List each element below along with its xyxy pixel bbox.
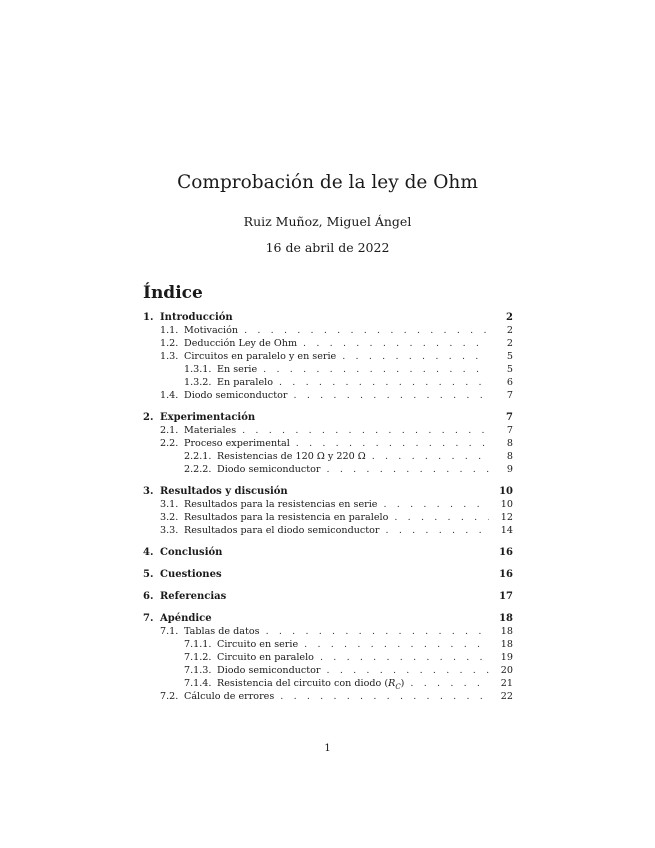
toc-entry-page: 21	[500, 678, 513, 689]
toc-entry-number: 3.3.	[160, 525, 179, 536]
toc-entry-page: 8	[506, 438, 513, 449]
toc-entry-page: 16	[499, 569, 513, 580]
toc-entry-number: 1.4.	[160, 390, 179, 401]
toc-entry[interactable]	[143, 363, 513, 376]
toc-entry-number: 1.1.	[160, 325, 179, 336]
toc-leader-dots	[296, 437, 489, 450]
toc-heading: Índice	[143, 283, 203, 303]
toc-entry-label: Introducción	[160, 312, 233, 323]
toc-entry-number: 3.	[143, 486, 154, 497]
toc-entry-number: 2.2.1.	[184, 451, 212, 462]
toc-entry[interactable]	[143, 568, 513, 581]
toc-leader-dots	[294, 389, 489, 402]
toc-entry[interactable]	[143, 664, 513, 677]
toc-entry-page: 7	[506, 390, 513, 401]
toc-entry[interactable]	[143, 485, 513, 498]
document-date: 16 de abril de 2022	[265, 240, 390, 255]
toc-leader-dots	[279, 376, 489, 389]
toc-entry[interactable]	[143, 437, 513, 450]
toc-entry-number: 7.1.4.	[184, 678, 212, 689]
toc-entry[interactable]	[143, 638, 513, 651]
toc-entry-label: Resultados y discusión	[160, 486, 288, 497]
toc-entry-number: 3.1.	[160, 499, 179, 510]
toc-entry-label: Conclusión	[160, 547, 223, 558]
toc-entry-number: 7.1.3.	[184, 665, 212, 676]
toc-entry-label: Experimentación	[160, 412, 256, 423]
toc-entry[interactable]	[143, 625, 513, 638]
toc-entry-page: 12	[500, 512, 513, 523]
toc-entry[interactable]	[143, 324, 513, 337]
toc-entry[interactable]	[143, 546, 513, 559]
toc-entry-number: 1.3.	[160, 351, 179, 362]
toc-entry-label: Motivación	[184, 325, 239, 336]
toc-entry-page: 2	[506, 338, 513, 349]
toc-entry-number: 2.2.2.	[184, 464, 212, 475]
toc-entry[interactable]	[143, 389, 513, 402]
toc-entry-number: 1.3.1.	[184, 364, 212, 375]
toc-entry-label: Referencias	[160, 591, 227, 602]
author-name: Ruiz Muñoz, Miguel Ángel	[243, 214, 412, 229]
toc-entry-page: 6	[506, 377, 513, 388]
toc-entry-page: 19	[500, 652, 513, 663]
toc-entry[interactable]	[143, 424, 513, 437]
toc-entry[interactable]	[143, 311, 513, 324]
toc-entry-page: 22	[500, 691, 513, 702]
toc-entry-number: 4.	[143, 547, 154, 558]
toc-entry-page: 5	[506, 364, 513, 375]
toc-entry[interactable]	[143, 498, 513, 511]
toc-leader-dots	[263, 363, 489, 376]
toc-leader-dots	[410, 677, 489, 690]
toc-entry[interactable]	[143, 677, 513, 690]
toc-entry-page: 17	[499, 591, 513, 602]
toc-leader-dots	[320, 651, 489, 664]
toc-entry-page: 8	[506, 451, 513, 462]
toc-leader-dots	[244, 324, 489, 337]
toc-leader-dots	[386, 524, 489, 537]
toc-entry[interactable]	[143, 612, 513, 625]
toc-entry-page: 10	[499, 486, 513, 497]
toc-leader-dots	[266, 625, 489, 638]
toc-entry[interactable]	[143, 524, 513, 537]
toc-leader-dots	[383, 498, 489, 511]
toc-entry-label: Circuito en paralelo	[217, 652, 314, 663]
toc-entry-page: 2	[506, 325, 513, 336]
toc-entry-label: Resultados para la resistencias en serie	[184, 499, 378, 510]
toc-entry-label: Materiales	[184, 425, 237, 436]
toc-leader-dots	[342, 350, 489, 363]
toc-leader-dots	[304, 638, 489, 651]
toc-entry[interactable]	[143, 690, 513, 703]
toc-entry-number: 6.	[143, 591, 154, 602]
page-number: 1	[324, 743, 331, 754]
toc-entry-page: 2	[506, 312, 513, 323]
toc-entry-label: Circuito en serie	[217, 639, 299, 650]
toc-entry-label: Proceso experimental	[184, 438, 290, 449]
toc-entry-number: 7.1.2.	[184, 652, 212, 663]
table-of-contents	[143, 311, 513, 703]
toc-leader-dots	[394, 511, 489, 524]
toc-leader-dots	[280, 690, 489, 703]
toc-entry-page: 9	[506, 464, 513, 475]
toc-entry-number: 7.1.1.	[184, 639, 212, 650]
toc-entry-page: 10	[500, 499, 513, 510]
toc-entry-label: Cálculo de errores	[184, 691, 275, 702]
toc-entry-label: Deducción Ley de Ohm	[184, 338, 298, 349]
toc-entry-number: 2.1.	[160, 425, 179, 436]
toc-entry-label: Resistencias de 120 Ω y 220 Ω	[217, 451, 366, 462]
toc-entry-label: Diodo semiconductor	[184, 390, 288, 401]
toc-entry-number: 7.1.	[160, 626, 179, 637]
toc-leader-dots	[327, 463, 489, 476]
toc-entry-page: 5	[506, 351, 513, 362]
toc-entry-number: 1.	[143, 312, 154, 323]
toc-entry-label: Tablas de datos	[184, 626, 260, 637]
toc-entry-page: 14	[500, 525, 513, 536]
toc-entry[interactable]	[143, 463, 513, 476]
toc-entry[interactable]	[143, 511, 513, 524]
toc-entry-number: 1.3.2.	[184, 377, 212, 388]
toc-leader-dots	[242, 424, 489, 437]
toc-entry-number: 7.2.	[160, 691, 179, 702]
toc-entry[interactable]	[143, 450, 513, 463]
toc-entry-label: En serie	[217, 364, 258, 375]
toc-entry-number: 2.2.	[160, 438, 179, 449]
toc-entry-label: Diodo semiconductor	[217, 464, 321, 475]
toc-entry-label: Diodo semiconductor	[217, 665, 321, 676]
toc-leader-dots	[303, 337, 489, 350]
toc-entry-label: Resultados para el diodo semiconductor	[184, 525, 380, 536]
toc-entry[interactable]	[143, 590, 513, 603]
toc-entry-page: 18	[500, 639, 513, 650]
toc-entry-label: Resistencia del circuito con diodo $(R_C)$	[217, 678, 405, 691]
toc-entry-number: 7.	[143, 613, 154, 624]
toc-entry-page: 18	[499, 613, 513, 624]
toc-entry-label: Apéndice	[160, 613, 212, 624]
toc-entry-number: 5.	[143, 569, 154, 580]
toc-entry-number: 1.2.	[160, 338, 179, 349]
toc-entry-page: 7	[506, 425, 513, 436]
toc-entry[interactable]	[143, 651, 513, 664]
toc-leader-dots	[327, 664, 489, 677]
toc-entry-page: 16	[499, 547, 513, 558]
toc-entry-number: 3.2.	[160, 512, 179, 523]
toc-entry-label: Cuestiones	[160, 569, 222, 580]
toc-entry-page: 18	[500, 626, 513, 637]
document-title: Comprobación de la ley de Ohm	[177, 172, 478, 193]
toc-entry-page: 20	[500, 665, 513, 676]
toc-entry-label: Circuitos en paralelo y en serie	[184, 351, 337, 362]
toc-entry[interactable]	[143, 350, 513, 363]
toc-leader-dots	[372, 450, 489, 463]
toc-entry[interactable]	[143, 411, 513, 424]
toc-entry-number: 2.	[143, 412, 154, 423]
toc-entry-label: En paralelo	[217, 377, 273, 388]
toc-entry[interactable]	[143, 376, 513, 389]
toc-entry-page: 7	[506, 412, 513, 423]
toc-entry[interactable]	[143, 337, 513, 350]
toc-entry-label: Resultados para la resistencia en paralelo	[184, 512, 389, 523]
